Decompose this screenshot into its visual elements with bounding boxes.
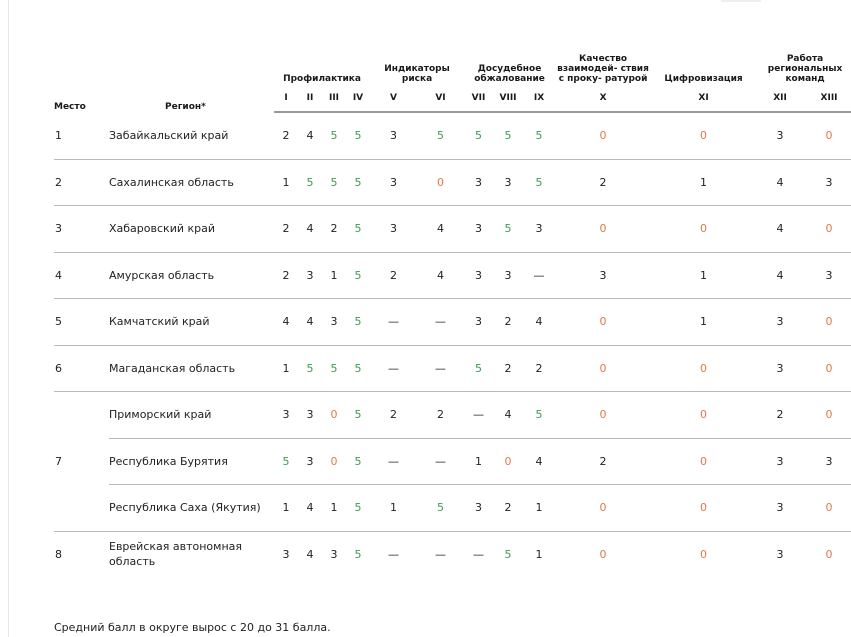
- subheader-vii: VII: [464, 84, 493, 112]
- score-cell: 0: [651, 112, 756, 159]
- score-cell: 0: [651, 206, 756, 253]
- score-cell: 2: [493, 485, 523, 532]
- score-cell: —: [370, 438, 417, 485]
- score-cell: 0: [555, 206, 651, 253]
- subheader-xiii: XIII: [804, 84, 851, 112]
- score-cell: 5: [504, 547, 512, 561]
- score-cell: 1: [651, 252, 756, 299]
- subheader-x: X: [555, 84, 651, 112]
- score-cell: 0: [555, 345, 651, 392]
- place-cell: 8: [55, 547, 62, 561]
- subheader-xii: XII: [756, 84, 804, 112]
- region-cell: Республика Саха (Якутия): [109, 485, 274, 532]
- score-cell: 1: [322, 485, 346, 532]
- table-row: [54, 485, 851, 532]
- score-cell: 2: [370, 392, 417, 439]
- score-cell: —: [417, 438, 464, 485]
- region-cell: Амурская область: [109, 252, 274, 299]
- subheader-iii: III: [322, 84, 346, 112]
- score-cell: 3: [756, 112, 804, 159]
- score-cell: 0: [804, 206, 851, 253]
- table-row: [54, 531, 851, 577]
- score-cell: 1: [370, 485, 417, 532]
- score-cell: 2: [274, 206, 298, 253]
- score-cell: 3: [298, 252, 322, 299]
- score-cell: 5: [346, 485, 370, 532]
- score-cell: 3: [370, 159, 417, 206]
- subheader-vi: VI: [417, 84, 464, 112]
- region-cell: Приморский край: [109, 392, 274, 439]
- score-cell: 5: [322, 159, 346, 206]
- score-cell: 0: [322, 392, 346, 439]
- score-cell: 3: [776, 547, 784, 561]
- score-cell: 5: [417, 485, 464, 532]
- score-cell: —: [464, 392, 493, 439]
- score-cell: 0: [804, 485, 851, 532]
- page-edge-line: [8, 0, 9, 637]
- subheader-viii: VIII: [493, 84, 523, 112]
- score-cell: 2: [493, 345, 523, 392]
- score-cell: 1: [274, 159, 298, 206]
- header-risk-indicators: Индикаторы риска: [384, 64, 450, 84]
- score-cell: 5: [493, 112, 523, 159]
- score-cell: 1: [651, 299, 756, 346]
- score-cell: 4: [306, 547, 314, 561]
- score-cell: 5: [346, 252, 370, 299]
- score-cell: —: [417, 299, 464, 346]
- score-cell: 0: [804, 392, 851, 439]
- score-cell: 3: [464, 159, 493, 206]
- region-cell: Магаданская область: [109, 345, 274, 392]
- score-cell: —: [523, 252, 555, 299]
- score-cell: 5: [322, 112, 346, 159]
- subheader-v: V: [370, 84, 417, 112]
- score-cell: 0: [651, 485, 756, 532]
- score-cell: 3: [330, 547, 338, 561]
- subheader-i: I: [274, 84, 298, 112]
- score-cell: 2: [322, 206, 346, 253]
- score-cell: —: [435, 547, 446, 561]
- score-cell: 0: [322, 438, 346, 485]
- score-cell: 0: [651, 345, 756, 392]
- score-cell: 5: [274, 438, 298, 485]
- header-prosecutor-quality: Качество взаимодей- ствия с проку- ратурой: [557, 54, 649, 84]
- score-cell: 0: [825, 547, 833, 561]
- score-cell: 1: [523, 485, 555, 532]
- score-cell: 3: [756, 345, 804, 392]
- score-cell: —: [370, 299, 417, 346]
- score-cell: 3: [756, 485, 804, 532]
- region-cell: Забайкальский край: [109, 112, 274, 159]
- table-row: [54, 345, 851, 392]
- table-row: [54, 438, 851, 485]
- score-cell: 5: [346, 438, 370, 485]
- score-cell: 0: [417, 159, 464, 206]
- score-cell: 0: [804, 299, 851, 346]
- header-place: Место: [54, 102, 86, 112]
- score-cell: —: [417, 345, 464, 392]
- place-cell: 2: [54, 159, 109, 206]
- score-cell: 4: [274, 299, 298, 346]
- score-cell: 5: [523, 159, 555, 206]
- table-row: [54, 392, 851, 439]
- table-row: [54, 112, 851, 159]
- score-cell: 4: [493, 392, 523, 439]
- score-cell: 3: [493, 159, 523, 206]
- score-cell: 0: [555, 392, 651, 439]
- score-cell: 5: [298, 345, 322, 392]
- footnote: Средний балл в округе вырос с 20 до 31 балла.: [54, 621, 331, 634]
- score-cell: 3: [298, 438, 322, 485]
- score-cell: 2: [756, 392, 804, 439]
- score-cell: 1: [274, 485, 298, 532]
- table-row: [54, 299, 851, 346]
- score-cell: 0: [804, 345, 851, 392]
- score-cell: 5: [346, 345, 370, 392]
- score-cell: 3: [464, 206, 493, 253]
- score-cell: —: [388, 547, 399, 561]
- score-cell: 5: [493, 206, 523, 253]
- score-cell: 3: [370, 112, 417, 159]
- region-cell: Камчатский край: [109, 299, 274, 346]
- score-cell: 0: [555, 112, 651, 159]
- score-cell: 4: [756, 252, 804, 299]
- score-cell: 4: [756, 206, 804, 253]
- score-cell: 1: [464, 438, 493, 485]
- score-cell: 4: [523, 438, 555, 485]
- score-cell: 0: [555, 485, 651, 532]
- score-cell: 5: [523, 112, 555, 159]
- score-cell: 5: [346, 299, 370, 346]
- score-cell: 4: [523, 299, 555, 346]
- region-cell: Республика Бурятия: [109, 438, 274, 485]
- score-cell: 5: [354, 547, 362, 561]
- score-cell: 3: [464, 299, 493, 346]
- score-cell: 0: [555, 299, 651, 346]
- score-cell: 4: [298, 485, 322, 532]
- table-row: [54, 252, 851, 299]
- region-cell: Сахалинская область: [109, 159, 274, 206]
- score-cell: 2: [370, 252, 417, 299]
- score-cell: 5: [346, 206, 370, 253]
- header-regional-teams: Работа региональных команд: [767, 54, 843, 84]
- score-cell: 3: [756, 438, 804, 485]
- table-row: [54, 159, 851, 206]
- score-cell: 2: [493, 299, 523, 346]
- score-cell: 5: [464, 345, 493, 392]
- score-cell: 0: [599, 547, 607, 561]
- subheader-iv: IV: [346, 84, 370, 112]
- place-cell: 5: [54, 299, 109, 346]
- place-cell: 6: [54, 345, 109, 392]
- place-cell: 1: [54, 112, 109, 159]
- score-cell: 3: [523, 206, 555, 253]
- score-cell: 5: [298, 159, 322, 206]
- score-cell: 4: [298, 299, 322, 346]
- score-cell: 3: [298, 392, 322, 439]
- rating-table: [54, 30, 851, 577]
- score-cell: 2: [417, 392, 464, 439]
- place-cell: 7: [54, 392, 109, 532]
- score-cell: 4: [417, 252, 464, 299]
- score-cell: 3: [756, 299, 804, 346]
- score-cell: 5: [417, 112, 464, 159]
- score-cell: 4: [417, 206, 464, 253]
- score-cell: 1: [322, 252, 346, 299]
- score-cell: 3: [493, 252, 523, 299]
- score-cell: 2: [523, 345, 555, 392]
- score-cell: 3: [555, 252, 651, 299]
- score-cell: 3: [464, 485, 493, 532]
- score-cell: 3: [282, 547, 290, 561]
- place-cell: 4: [54, 252, 109, 299]
- score-cell: —: [473, 547, 485, 561]
- score-cell: 2: [555, 159, 651, 206]
- score-cell: 1: [535, 547, 543, 561]
- score-cell: 3: [464, 252, 493, 299]
- header-region: Регион*: [165, 102, 206, 112]
- score-cell: 0: [804, 112, 851, 159]
- top-decor: [721, 0, 761, 2]
- score-cell: 2: [274, 252, 298, 299]
- score-cell: 3: [274, 392, 298, 439]
- header-prophylaxis: Профилактика: [283, 74, 361, 84]
- header-pretrial-appeal: Досудебное обжалование: [474, 64, 545, 84]
- score-cell: 4: [298, 206, 322, 253]
- score-cell: 4: [756, 159, 804, 206]
- score-cell: 3: [804, 438, 851, 485]
- score-cell: 0: [651, 438, 756, 485]
- score-cell: —: [370, 345, 417, 392]
- score-cell: 3: [804, 252, 851, 299]
- region-cell: Еврейская автономная область: [109, 540, 243, 569]
- score-cell: 0: [651, 392, 756, 439]
- score-cell: 1: [274, 345, 298, 392]
- subheader-xi: XI: [651, 84, 756, 112]
- score-cell: 5: [523, 392, 555, 439]
- score-cell: 5: [346, 392, 370, 439]
- table-row: [54, 206, 851, 253]
- score-cell: 3: [370, 206, 417, 253]
- score-cell: 1: [651, 159, 756, 206]
- score-cell: 0: [700, 547, 708, 561]
- region-cell: Хабаровский край: [109, 206, 274, 253]
- score-cell: 3: [804, 159, 851, 206]
- subheader-ix: IX: [523, 84, 555, 112]
- score-cell: 5: [346, 159, 370, 206]
- score-cell: 2: [555, 438, 651, 485]
- header-digitalization: Цифровизация: [664, 74, 743, 84]
- score-cell: 5: [346, 112, 370, 159]
- score-cell: 0: [493, 438, 523, 485]
- score-cell: 2: [274, 112, 298, 159]
- score-cell: 3: [322, 299, 346, 346]
- score-cell: 5: [464, 112, 493, 159]
- score-cell: 4: [298, 112, 322, 159]
- subheader-ii: II: [298, 84, 322, 112]
- score-cell: 5: [322, 345, 346, 392]
- place-cell: 3: [54, 206, 109, 253]
